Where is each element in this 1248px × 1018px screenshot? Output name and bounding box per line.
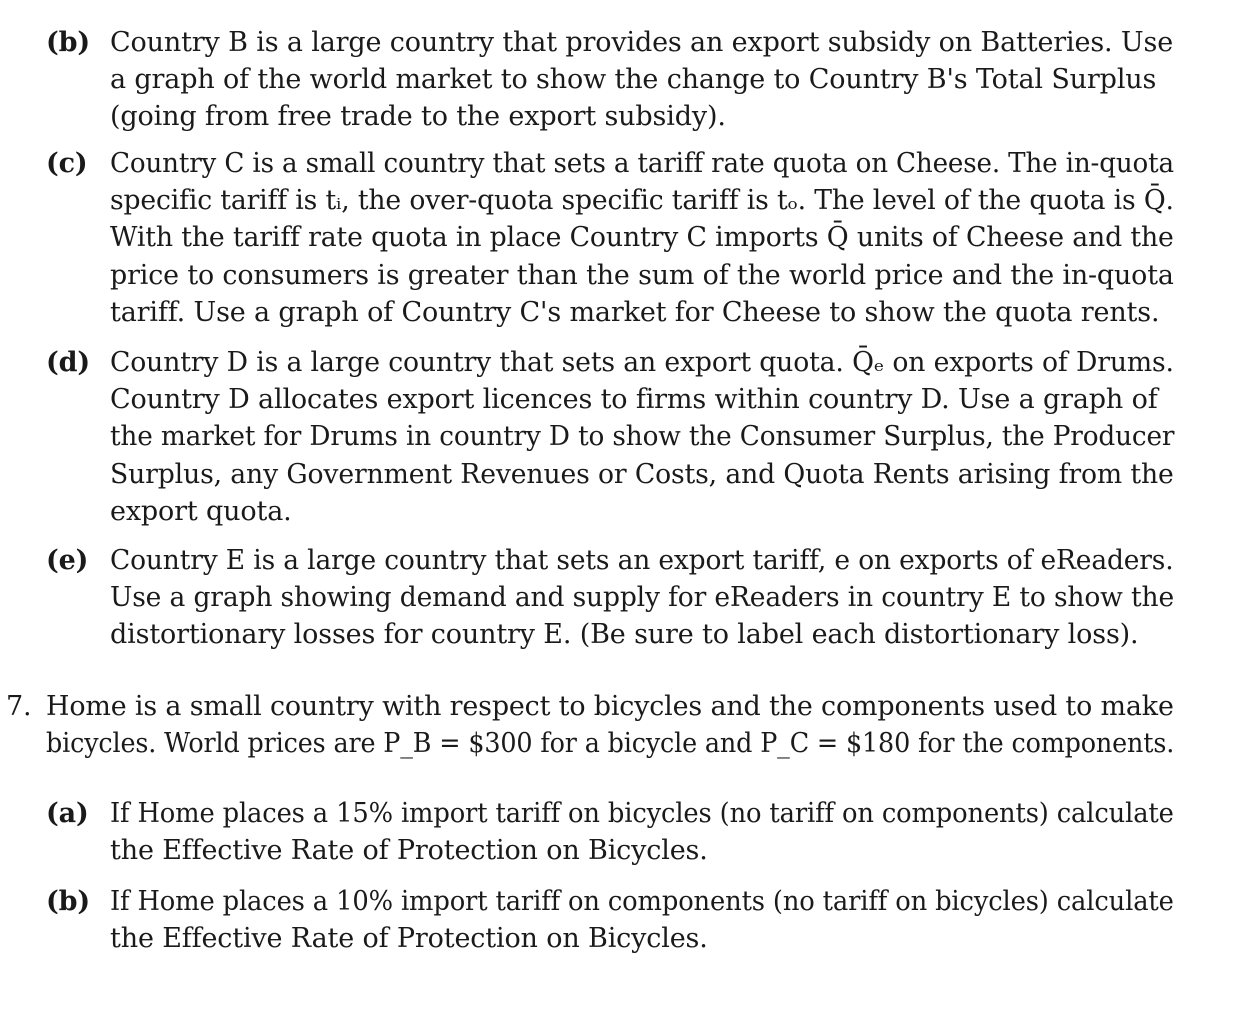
part-c-text [110, 145, 1174, 331]
text-line: Country D allocates export licences to firms within country D. Use a graph of [110, 384, 1158, 416]
q7-part-a [46, 795, 1174, 869]
text-line: price to consumers is greater than the sum of the world price and the in-quota [110, 259, 1174, 291]
text-line: specific tariff is tᵢ, the over-quota specific tariff is tₒ. The level of the quota is Q̄. [110, 185, 1174, 217]
part-d-label: (d) [46, 347, 90, 378]
text-line: Surplus, any Government Revenues or Costs, and Quota Rents arising from the [110, 458, 1174, 490]
part-b [46, 24, 1174, 136]
q7-part-b-label: (b) [46, 886, 90, 917]
text-line: the market for Drums in country D to show the Consumer Surplus, the Producer [110, 421, 1175, 453]
question-7 [6, 688, 1174, 762]
q7-part-a-text [110, 795, 1174, 869]
text-line: Home is a small country with respect to bicycles and the components used to make [46, 691, 1174, 722]
text-line: export quota. [110, 495, 292, 527]
text-line: the Effective Rate of Protection on Bicycles. [110, 835, 708, 867]
part-b-text [110, 24, 1174, 136]
part-c [46, 145, 1174, 331]
part-c-label: (c) [46, 148, 88, 179]
part-b-label: (b) [46, 27, 90, 58]
part-e [46, 542, 1174, 654]
text-line: Country C is a small country that sets a tariff rate quota on Cheese. The in-quota [110, 148, 1174, 179]
text-line: Use a graph showing demand and supply for eReaders in country E to show the [110, 582, 1175, 614]
q7-part-a-label: (a) [46, 798, 89, 829]
text-line: distortionary losses for country E. (Be sure to label each distortionary loss). [110, 619, 1139, 651]
q7-part-b-text [110, 883, 1174, 957]
text-line: With the tariff rate quota in place Country C imports Q̄ units of Cheese and the [110, 222, 1174, 254]
text-line: (going from free trade to the export subsidy). [110, 101, 726, 133]
text-line: a graph of the world market to show the change to Country B's Total Surplus [110, 64, 1157, 96]
text-line: tariff. Use a graph of Country C's market for Cheese to show the quota rents. [110, 296, 1160, 328]
q7-part-b [46, 883, 1174, 957]
text-line: Country D is a large country that sets an export quota. Q̄ₑ on exports of Drums. [110, 347, 1174, 378]
text-line: the Effective Rate of Protection on Bicycles. [110, 923, 708, 955]
text-line: bicycles. World prices are P_B = $300 for a bicycle and P_C = $180 for the components. [46, 728, 1175, 760]
part-d-text [110, 344, 1174, 530]
question-7-number: 7. [6, 691, 32, 722]
text-line: Country E is a large country that sets an export tariff, e on exports of eReaders. [110, 545, 1174, 576]
part-d [46, 344, 1174, 530]
text-line: If Home places a 15% import tariff on bicycles (no tariff on components) calculate [110, 798, 1174, 829]
question-7-text [46, 688, 1174, 762]
part-e-text [110, 542, 1174, 654]
text-line: Country B is a large country that provides an export subsidy on Batteries. Use [110, 27, 1174, 58]
part-e-label: (e) [46, 545, 89, 576]
text-line: If Home places a 10% import tariff on components (no tariff on bicycles) calculate [110, 886, 1174, 917]
